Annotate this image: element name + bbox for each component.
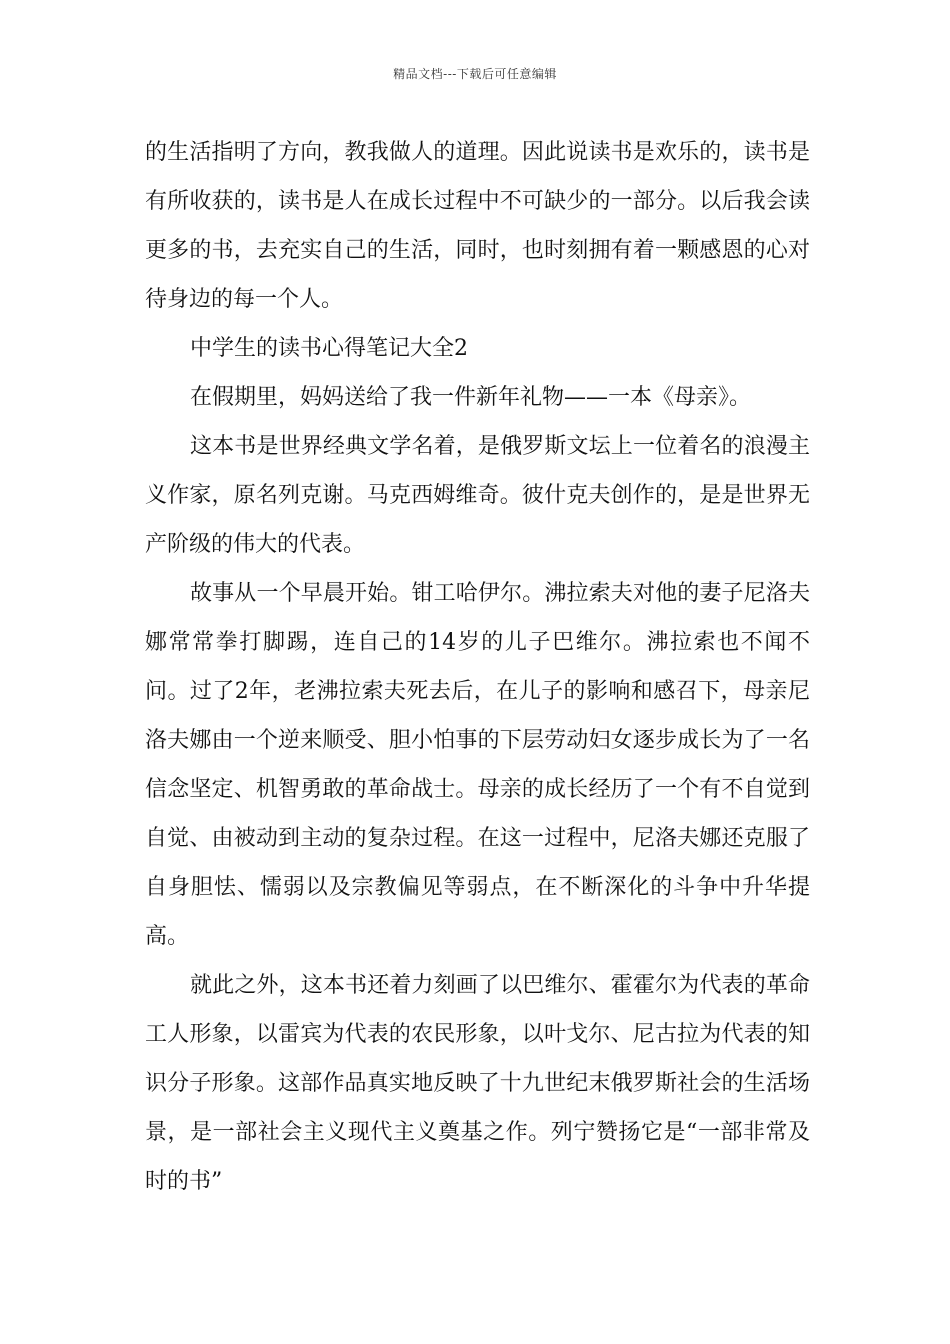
paragraph-book-info: 这本书是世界经典文学名着，是俄罗斯文坛上一位着名的浪漫主义作家，原名列克谢。马克西姆维奇。彼什克夫创作的，是是世界无产阶级的伟大的代表。 bbox=[145, 434, 810, 557]
section-heading: 中学生的读书心得笔记大全2 bbox=[190, 336, 468, 361]
page-header: 精品文档---下载后可任意编辑 bbox=[393, 67, 557, 81]
paragraph-characters: 就此之外，这本书还着力刻画了以巴维尔、霍霍尔为代表的革命工人形象，以雷宾为代表的农民形象，以叶戈尔、尼古拉为代表的知识分子形象。这部作品真实地反映了十九世纪末俄罗斯社会的生活场景，是一部社会主义现代主义奠基之作。列宁赞扬它是“一部非常及时的书” bbox=[145, 973, 810, 1194]
paragraph-story: 故事从一个早晨开始。钳工哈伊尔。沸拉索夫对他的妻子尼洛夫娜常常拳打脚踢，连自己的14岁的儿子巴维尔。沸拉索也不闻不问。过了2年，老沸拉索夫死去后，在儿子的影响和感召下，母亲尼洛夫娜由一个逆来顺受、胆小怕事的下层劳动妇女逐步成长为了一名信念坚定、机智勇敢的革命战士。母亲的成长经历了一个有不自觉到自觉、由被动到主动的复杂过程。在这一过程中，尼洛夫娜还克服了自身胆怯、懦弱以及宗教偏见等弱点，在不断深化的斗争中升华提高。 bbox=[145, 581, 810, 949]
paragraph-intro: 在假期里，妈妈送给了我一件新年礼物——一本《母亲》。 bbox=[190, 385, 752, 410]
paragraph-continuation: 的生活指明了方向，教我做人的道理。因此说读书是欢乐的，读书是有所收获的，读书是人在成长过程中不可缺少的一部分。以后我会读更多的书，去充实自己的生活，同时，也时刻拥有着一颗感恩的心对待身边的每一个人。 bbox=[145, 140, 810, 312]
document-body bbox=[145, 128, 810, 1206]
